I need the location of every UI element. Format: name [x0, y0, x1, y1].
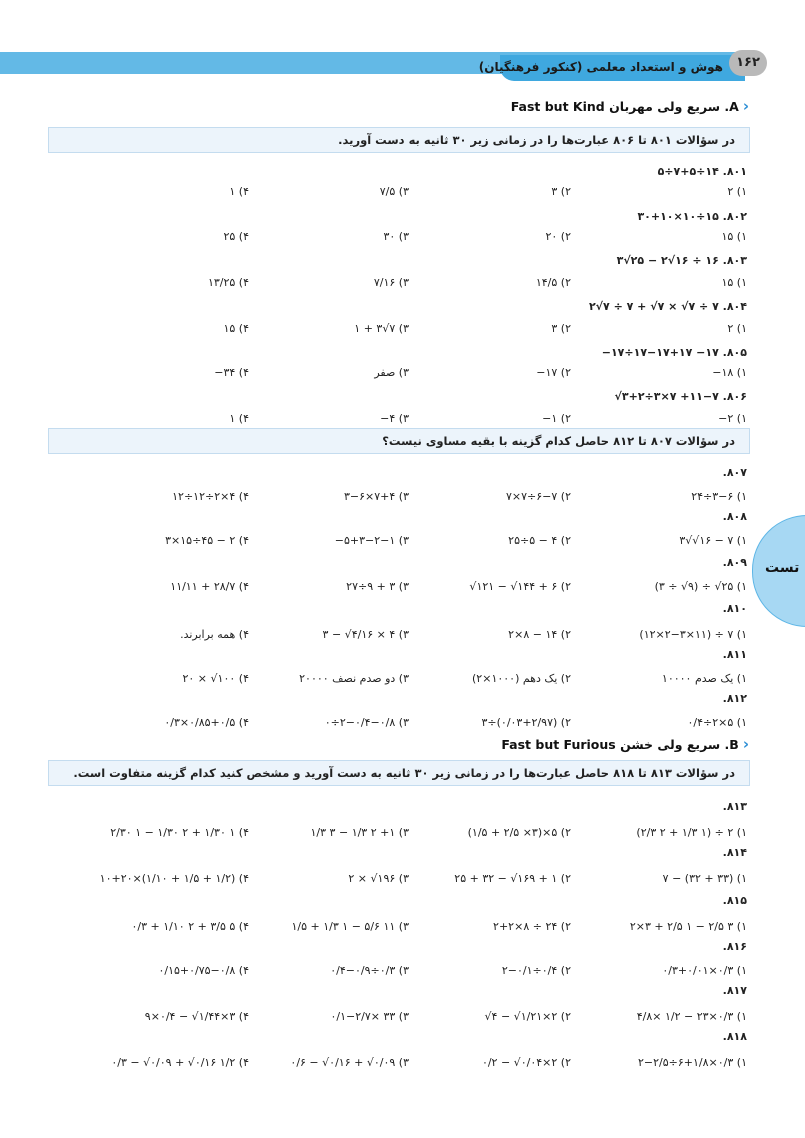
section-b-heading [501, 734, 749, 754]
instruction-text-3: در سؤالات ۸۱۳ تا ۸۱۸ حاصل عبارت‌ها را در زمانی زیر ۳۰ ثانیه به دست آورید و مشخص کنید کدام گزینه متفاوت است. [73, 766, 735, 780]
answer-option[interactable]: ۲) (۰/۰۳+۲/۹۷)÷۳ [481, 716, 571, 729]
answer-option[interactable]: ۴) ۳×۱/۴۴√ − ۰/۴×۹ [144, 1010, 249, 1023]
question-number: ۸۱۴. [722, 846, 747, 859]
answer-option[interactable]: ۱) ۲− [718, 412, 747, 425]
answer-option[interactable]: ۴) ۱ ۱/۳۰ + ۲ ۱/۳۰ − ۱ ۲/۳۰ [110, 826, 249, 839]
answer-option[interactable]: ۳) ۰/۰۹√ + ۰/۱۶√ − ۰/۶ [290, 1056, 409, 1069]
question-number: ۸۰۲. ۱۵÷۱۰×۳۰+۱۰ [637, 210, 747, 223]
answer-option[interactable]: ۴) ۲۵ [223, 230, 249, 243]
answer-option[interactable]: ۲) ۶−۷÷۷×۷ [505, 490, 571, 503]
question-number: ۸۱۳. [722, 800, 747, 813]
answer-option[interactable]: ۲) ۲۰ [545, 230, 571, 243]
answer-option[interactable]: ۲) ۱۴/۵ [535, 276, 571, 289]
answer-option[interactable]: ۳) ۴ × ۴/۱۶√ − ۳ [322, 628, 409, 641]
section-b-label: B. سریع ولی خشن Fast but Furious [501, 736, 739, 752]
answer-option[interactable]: ۴) ۱ [229, 185, 249, 198]
question-number: ۸۰۵. ۱۷− ۱۷−۱۷+۱۷÷۱۷− [601, 346, 747, 359]
answer-option[interactable]: ۱) ۷ ÷ (۱۱×۲−۳×۱۲) [639, 628, 747, 641]
question-number: ۸۱۱. [722, 648, 747, 661]
question-number: ۸۱۵. [722, 894, 747, 907]
answer-option[interactable]: ۳) ۵+۳−۲−۱− [334, 534, 409, 547]
answer-option[interactable]: ۲) ۱۷− [536, 366, 571, 379]
answer-option[interactable]: ۳) ۱۱ ۵/۶ − ۱ ۱/۳ + ۱/۵ [291, 920, 409, 933]
answer-option[interactable]: ۱) ۰/۳×۶+۱/۸÷۲−۲/۵ [638, 1056, 747, 1069]
answer-option[interactable]: ۳) دو صدم نصف ۲۰۰۰۰ [299, 672, 409, 685]
answer-option[interactable]: ۳) ۳ + ۹÷۲۷ [346, 580, 409, 593]
answer-option[interactable]: ۴) ۱ [229, 412, 249, 425]
answer-option[interactable]: ۱) ۳ ۲/۵ − ۱ ۲/۵ + ۳×۲ [629, 920, 747, 933]
question-number: ۸۱۲. [722, 692, 747, 705]
answer-option[interactable]: ۲) ۲۴ ÷ ۸×۲+۲ [493, 920, 571, 933]
answer-option[interactable]: ۴) (۱/۲ + ۱/۵ + ۱/۱۰)×۱۰+۲۰ [99, 872, 249, 885]
answer-option[interactable]: ۲) ۱۴ − ۸×۲ [508, 628, 571, 641]
answer-option[interactable]: ۲) ۶ + ۱۴۴√ − ۱۲۱√ [469, 580, 571, 593]
answer-option[interactable]: ۳) صفر [374, 366, 409, 379]
section-a-label: A. سریع ولی مهربان Fast but Kind [510, 98, 739, 114]
answer-option[interactable]: ۱) (۳۳ + ۳۲) − ۷ [662, 872, 747, 885]
answer-option[interactable]: ۴) ۲۸/۷ + ۱۱/۱۱ [170, 580, 249, 593]
answer-option[interactable]: ۴) ۱۰۰√ × ۲۰ [182, 672, 249, 685]
answer-option[interactable]: ۴) همه برابرند. [180, 628, 249, 641]
answer-option[interactable]: ۱) ۲۵√ ÷ (۹√ ÷ ۳) [654, 580, 747, 593]
page-number: ۱۶۲ [729, 50, 767, 76]
answer-option[interactable]: ۱) یک صدم ۱۰۰۰۰ [661, 672, 747, 685]
answer-option[interactable]: ۱) ۳−۶÷۲۴ [691, 490, 747, 503]
answer-option[interactable]: ۴) ۳۴− [214, 366, 249, 379]
answer-option[interactable]: ۳) ۰/۳÷۰/۴−۰/۹ [330, 964, 409, 977]
answer-option[interactable]: ۲) ۱− [542, 412, 571, 425]
answer-option[interactable]: ۱) ۱۵ [721, 230, 747, 243]
answer-option[interactable]: ۱) ۱۸− [712, 366, 747, 379]
question-number: ۸۱۶. [722, 940, 747, 953]
answer-option[interactable]: ۲) ۰/۴÷۲−۰/۱ [501, 964, 571, 977]
answer-option[interactable]: ۲) ۱ + ۱۶۹√ − ۳۲ + ۲۵ [454, 872, 571, 885]
answer-option[interactable]: ۴) ۱۵ [223, 322, 249, 335]
answer-option[interactable]: ۴) ۴×۲÷۱۲÷۱۲ [172, 490, 249, 503]
answer-option[interactable]: ۲) ۳ [551, 322, 571, 335]
book-title: هوش و استعداد معلمی (کنکور فرهنگیان) [478, 60, 723, 74]
answer-option[interactable]: ۴) ۲ − ۴۵÷۱۵×۳ [165, 534, 249, 547]
answer-option[interactable]: ۲) یک دهم (۱۰۰۰×۲) [472, 672, 571, 685]
instruction-text-2: در سؤالات ۸۰۷ تا ۸۱۲ حاصل کدام گزینه با بقیه مساوی نیست؟ [382, 434, 735, 448]
question-number: ۸۰۴. ۷ ÷ ۷√ × ۷√ + ۷ ÷ ۷√۲ [588, 300, 747, 313]
answer-option[interactable]: ۳) ۷/۱۶ [373, 276, 409, 289]
instruction-box-2 [48, 428, 750, 454]
question-number: ۸۰۳. ۱۶ ÷ ۱۶√۲ − ۲۵√۳ [616, 254, 747, 267]
answer-option[interactable]: ۳) ۳۰ [383, 230, 409, 243]
answer-option[interactable]: ۳) ۷+۴×۳−۶ [343, 490, 409, 503]
answer-option[interactable]: ۱) ۲ [727, 185, 747, 198]
question-number: ۸۱۸. [722, 1030, 747, 1043]
answer-option[interactable]: ۳) ۱+ ۲ ۱/۳ − ۳ ۱/۳ [310, 826, 409, 839]
answer-option[interactable]: ۲) ۲×۱/۲۱√ − ۴√ [484, 1010, 571, 1023]
answer-option[interactable]: ۴) ۱۳/۲۵ [207, 276, 249, 289]
answer-option[interactable]: ۴) ۰/۸۵+۰/۵×۰/۳ [164, 716, 249, 729]
answer-option[interactable]: ۴) ۱/۲ ۰/۱۶√ + ۰/۰۹√ − ۰/۳ [111, 1056, 249, 1069]
answer-option[interactable]: ۱) ۲ ÷ (۱ ۱/۳ + ۲ ۲/۳) [636, 826, 747, 839]
answer-option[interactable]: ۳) ۳۳ ×۰/۱−۲/۷ [330, 1010, 409, 1023]
question-number: ۸۰۹. [722, 556, 747, 569]
section-a-heading [511, 96, 749, 116]
question-number: ۸۰۷. [722, 466, 747, 479]
side-tab-label: تست [765, 560, 800, 576]
answer-option[interactable]: ۱) ۰/۳×۰/۳+۰/۰۱ [662, 964, 747, 977]
answer-option[interactable]: ۳) ۲−۰/۴−۰/۸÷۰ [324, 716, 409, 729]
question-number: ۸۰۱. ۱۴÷۷+۵÷۵ [657, 165, 747, 178]
answer-option[interactable]: ۴) ۵ ۳/۵ + ۲ ۱/۱۰ + ۰/۳ [131, 920, 249, 933]
answer-option[interactable]: ۱) ۰/۳×۲۳ − ۱/۲ ×۴/۸ [636, 1010, 747, 1023]
question-number: ۸۰۸. [722, 510, 747, 523]
instruction-box-1 [48, 127, 750, 153]
answer-option[interactable]: ۳) ۱۹۶√ × ۲ [348, 872, 409, 885]
side-tab[interactable] [752, 515, 805, 627]
answer-option[interactable]: ۲) ۳ [551, 185, 571, 198]
question-number: ۸۱۷. [722, 984, 747, 997]
chevron-icon: ‹ [742, 97, 749, 115]
answer-option[interactable]: ۲) ۴ − ۵÷۲۵ [508, 534, 571, 547]
answer-option[interactable]: ۲) ۵×(۳× ۲/۵ + ۱/۵) [467, 826, 571, 839]
answer-option[interactable]: ۲) ۲×۰/۰۴√ − ۰/۲ [481, 1056, 571, 1069]
answer-option[interactable]: ۴) ۰/۱۵+۰/۷۵−۰/۸ [158, 964, 249, 977]
answer-option[interactable]: ۳) ۴− [380, 412, 409, 425]
answer-option[interactable]: ۳) ۷√۳ + ۱ [354, 322, 409, 335]
instruction-box-3 [48, 760, 750, 786]
answer-option[interactable]: ۱) ۱۵ [721, 276, 747, 289]
answer-option[interactable]: ۱) ۵×۲÷۰/۴ [687, 716, 747, 729]
answer-option[interactable]: ۱) ۲ [727, 322, 747, 335]
answer-option[interactable]: ۳) ۷/۵ [379, 185, 409, 198]
instruction-text-1: در سؤالات ۸۰۱ تا ۸۰۶ عبارت‌ها را در زمانی زیر ۳۰ ثانیه به دست آورید. [338, 133, 735, 147]
chevron-icon: ‹ [742, 735, 749, 753]
answer-option[interactable]: ۱) ۷ − ۱۶√√۳ [679, 534, 747, 547]
question-number: ۸۰۶. ۱۱−۷+ ۷×۳÷۳+۲√ [614, 390, 747, 403]
question-number: ۸۱۰. [722, 602, 747, 615]
